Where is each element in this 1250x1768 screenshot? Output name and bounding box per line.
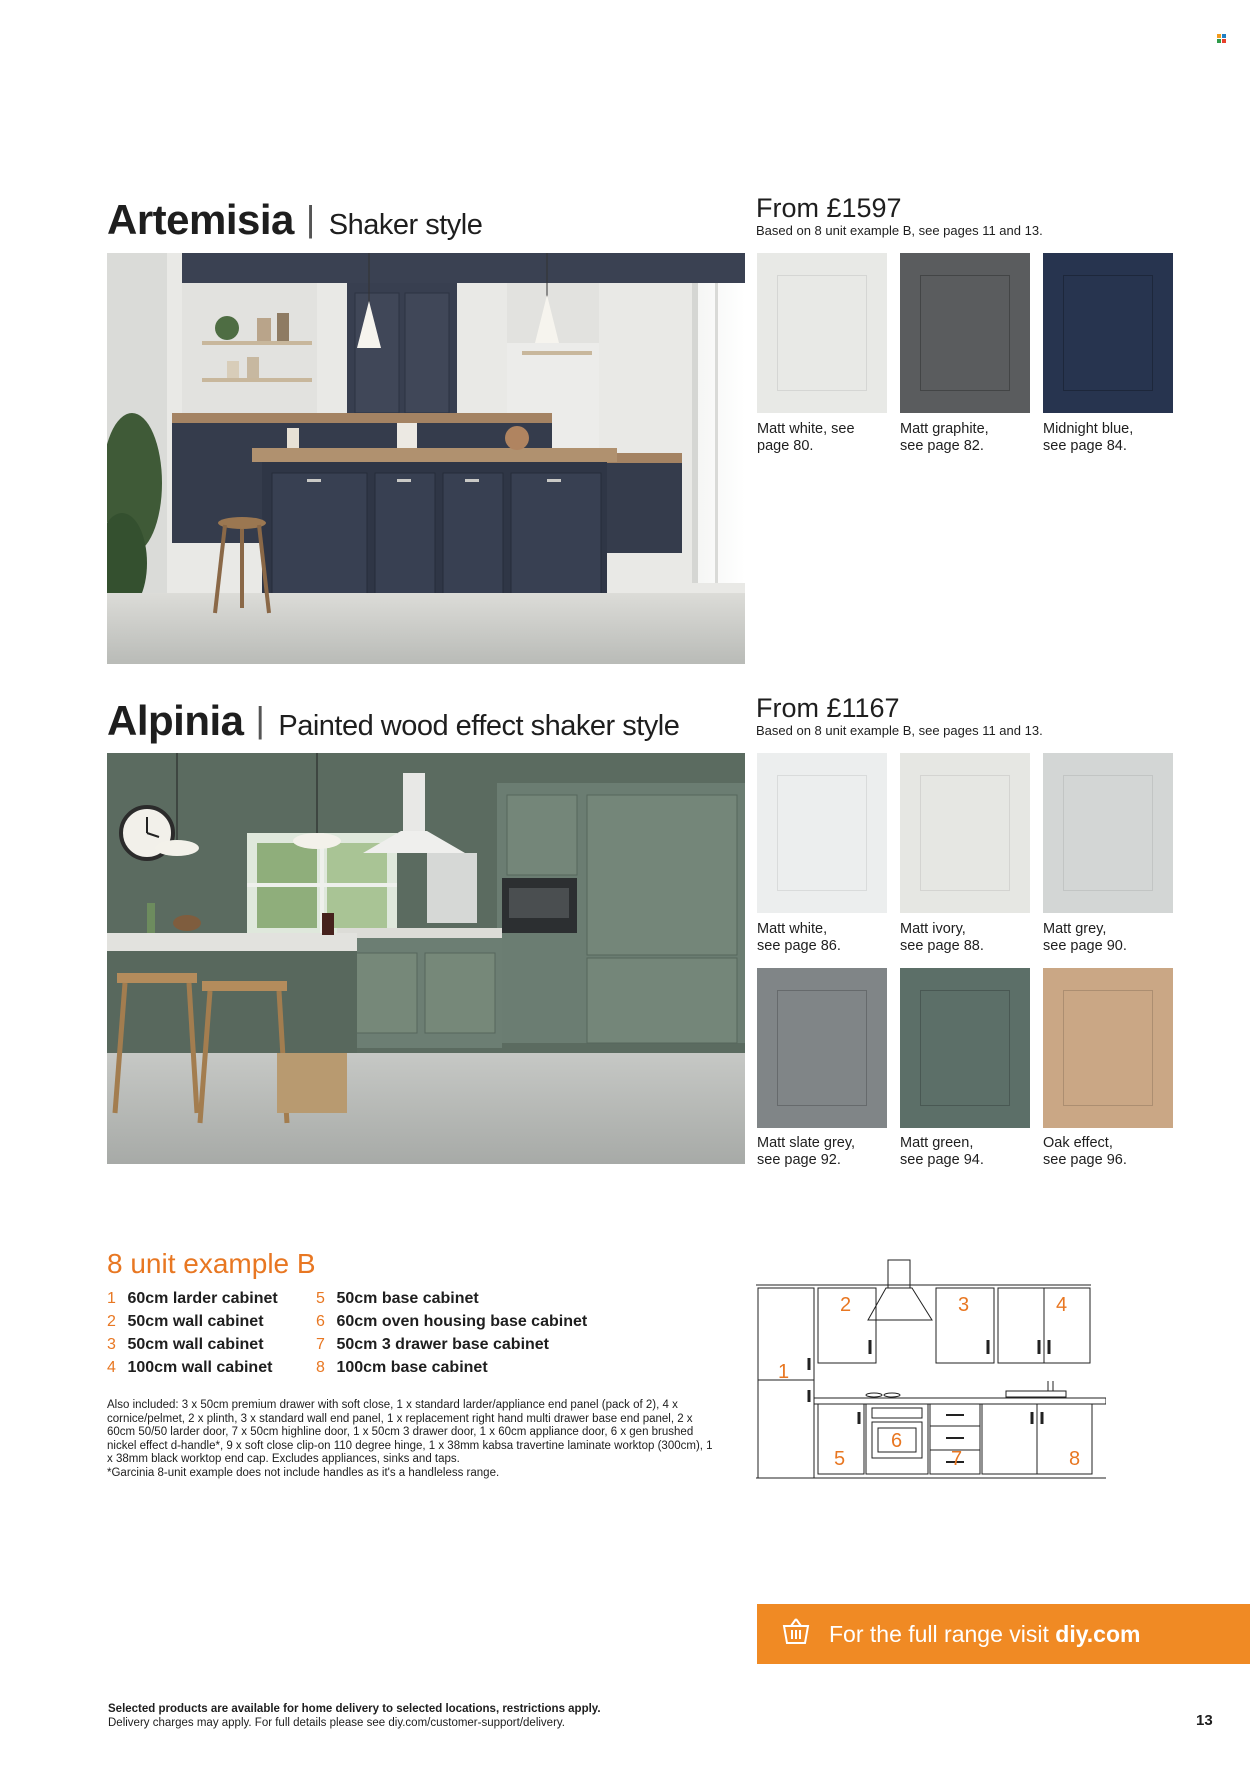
swatch-matt-graphite — [900, 253, 1030, 413]
unit-item: 2 50cm wall cabinet — [107, 1313, 264, 1330]
artemisia-based-on: Based on 8 unit example B, see pages 11 and 13. — [756, 223, 1043, 238]
diagram-label-7: 7 — [951, 1448, 963, 1470]
swatch-matt-white — [757, 253, 887, 413]
swatch-label: Matt green, see page 94. — [900, 1135, 984, 1168]
unit-item: 6 60cm oven housing base cabinet — [316, 1313, 588, 1330]
cta-text: For the full range visit — [829, 1620, 1049, 1647]
swatch-matt-slate-grey — [757, 968, 887, 1128]
swatch-oak-effect — [1043, 968, 1173, 1128]
swatch-label: Matt white, see page 86. — [757, 921, 841, 954]
unit-item: 4 100cm wall cabinet — [107, 1359, 273, 1376]
included-items-text: Also included: 3 x 50cm premium drawer with soft close, 1 x standard larder/appliance end panel (pack of 2), 4 x cornice/pelmet, 2 x plinth, 3 x standard wall end panel, 1 x replacement right hand multi drawer base end panel, 2 x 60cm 50/50 larder door, 7 x 50cm highline door, 1 x 50cm 3 drawer door, 1 x 60cm appliance door, 6 x gen brushed nickel effect d-handle*, 9 x soft close clip-on 110 degree hinge, 1 x 38mm kabsa travertine laminate worktop (300cm), 1 x 38mm black worktop end cap. Excludes appliances, sinks and taps. *Garcinia 8-unit example does not include handles as it's a handleless range. — [107, 1399, 717, 1480]
swatch-matt-grey — [1043, 753, 1173, 913]
swatch-midnight-blue — [1043, 253, 1173, 413]
artemisia-title: Artemisia | Shaker style — [107, 196, 483, 243]
unit-item: 1 60cm larder cabinet — [107, 1290, 278, 1307]
unit-item: 8 100cm base cabinet — [316, 1359, 488, 1376]
diagram-label-8: 8 — [1069, 1448, 1081, 1470]
alpinia-title: Alpinia | Painted wood effect shaker style — [107, 697, 680, 744]
page-number: 13 — [1196, 1712, 1213, 1729]
diagram-label-4: 4 — [1056, 1294, 1068, 1316]
swatch-matt-ivory — [900, 753, 1030, 913]
diagram-label-5: 5 — [834, 1448, 846, 1470]
swatch-label: Matt grey, see page 90. — [1043, 921, 1127, 954]
unit-item: 7 50cm 3 drawer base cabinet — [316, 1336, 550, 1353]
alpinia-price: From £1167 — [756, 693, 900, 723]
basket-icon — [781, 1617, 811, 1651]
kitchen-layout-diagram — [756, 1258, 1106, 1483]
full-range-cta[interactable] — [757, 1604, 1250, 1664]
unit-list-left — [107, 1287, 278, 1379]
alpinia-based-on: Based on 8 unit example B, see pages 11 and 13. — [756, 723, 1043, 738]
swatch-label: Midnight blue, see page 84. — [1043, 421, 1134, 454]
brand-mark-icon — [1217, 34, 1227, 44]
cta-site-link[interactable]: diy.com — [1055, 1620, 1141, 1647]
unit-item: 5 50cm base cabinet — [316, 1290, 479, 1307]
diagram-label-3: 3 — [958, 1294, 970, 1316]
swatch-matt-green — [900, 968, 1030, 1128]
handle-footnote: *Garcinia 8-unit example does not include handles as it's a handleless range. — [107, 1466, 500, 1479]
artemisia-kitchen-image — [107, 253, 745, 664]
diagram-label-2: 2 — [840, 1294, 852, 1316]
swatch-matt-white — [757, 753, 887, 913]
alpinia-kitchen-image — [107, 753, 745, 1164]
footer-note: Selected products are available for home delivery to selected locations, restrictions apply. Delivery charges may apply. For full details please see diy.com/customer-support/delivery. — [108, 1703, 601, 1729]
artemisia-price: From £1597 — [756, 193, 902, 223]
example-heading: 8 unit example B — [107, 1248, 316, 1279]
unit-list-right — [316, 1287, 587, 1379]
swatch-label: Matt ivory, see page 88. — [900, 921, 984, 954]
diagram-label-1: 1 — [778, 1361, 790, 1383]
swatch-label: Oak effect, see page 96. — [1043, 1135, 1127, 1168]
swatch-label: Matt slate grey, see page 92. — [757, 1135, 856, 1168]
diagram-label-6: 6 — [891, 1430, 903, 1452]
swatch-label: Matt white, see page 80. — [757, 421, 855, 454]
swatch-label: Matt graphite, see page 82. — [900, 421, 989, 454]
unit-item: 3 50cm wall cabinet — [107, 1336, 264, 1353]
